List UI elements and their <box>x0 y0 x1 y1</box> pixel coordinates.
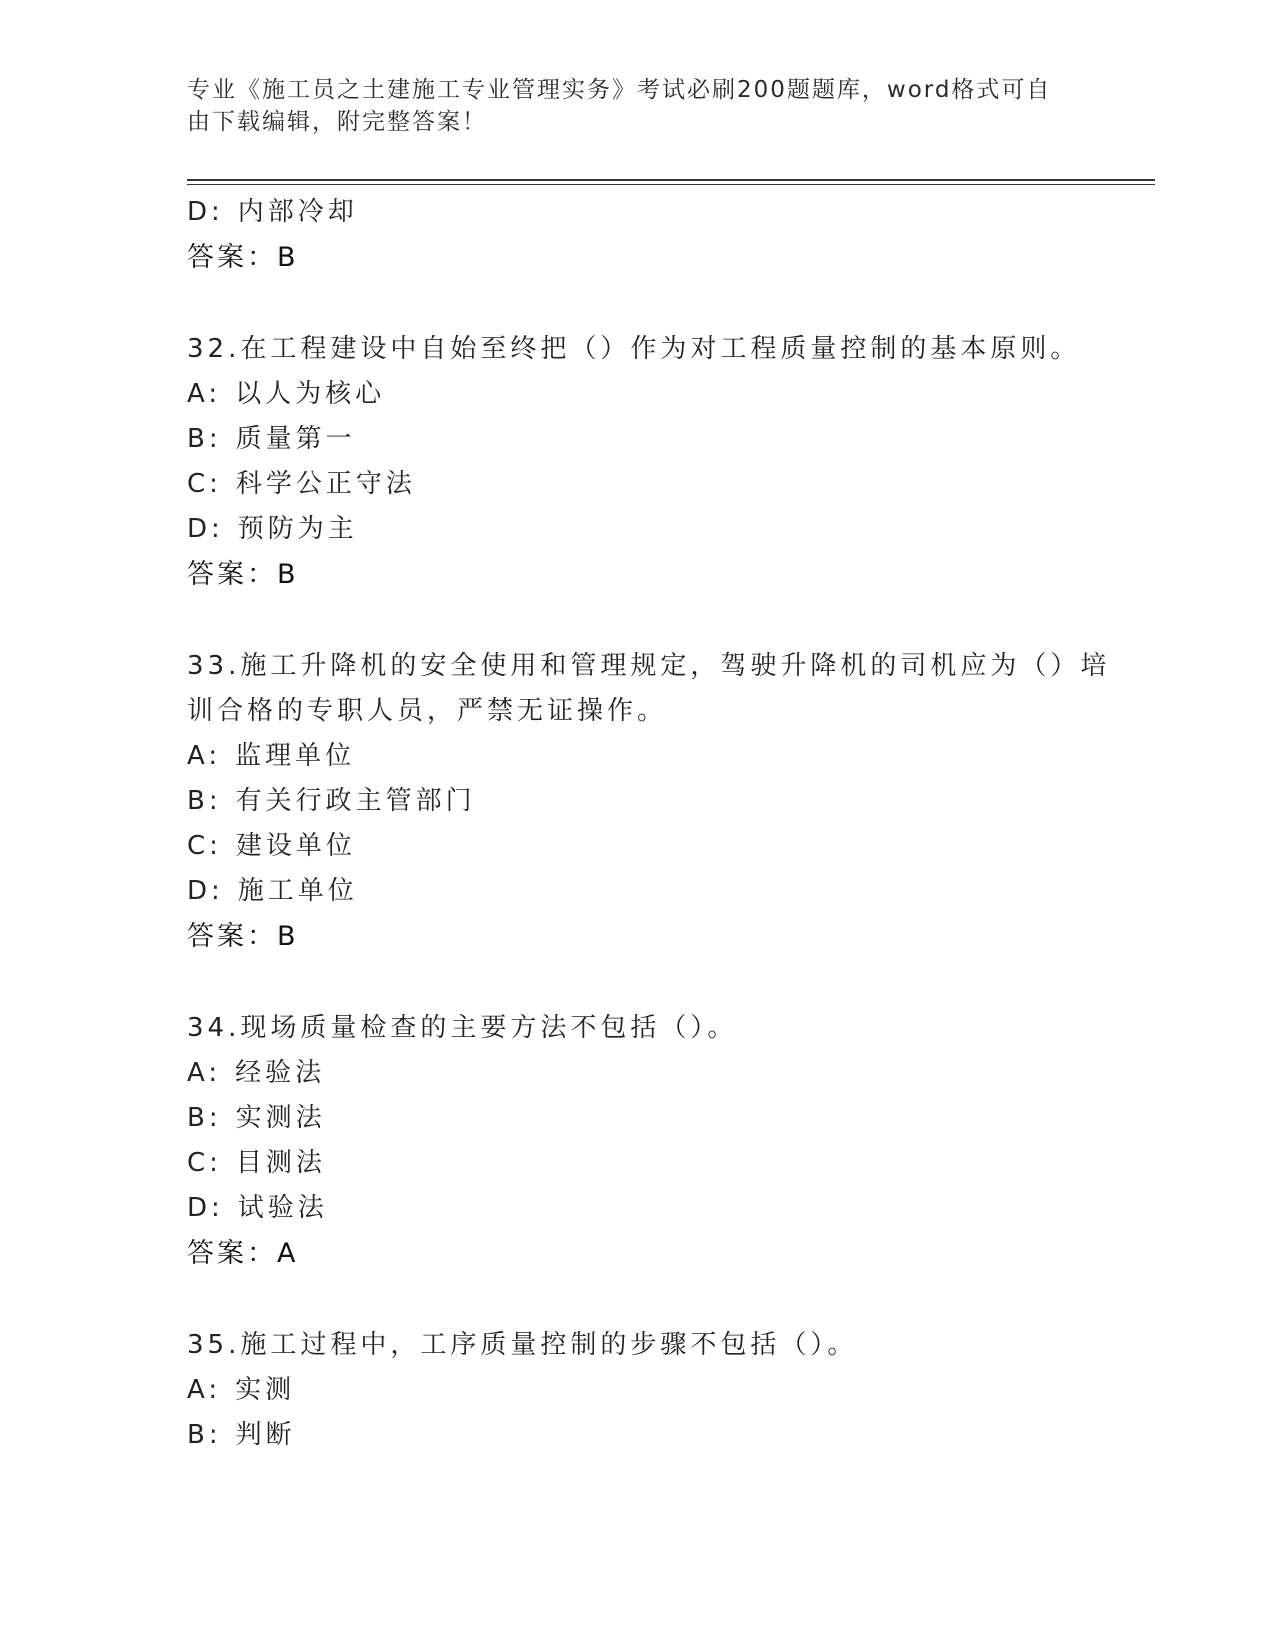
option-d <box>187 869 1087 914</box>
question-stem: 32.在工程建设中自始至终把（）作为对工程质量控制的基本原则。 <box>187 334 1081 364</box>
option-letter: D: <box>187 1193 224 1223</box>
option-text: 内部冷却 <box>237 197 358 227</box>
question-32 <box>187 327 1087 597</box>
answer-line: 答案：B <box>187 559 299 590</box>
option-text: 实测法 <box>235 1103 326 1133</box>
header-divider-thick <box>187 179 1155 181</box>
option-letter: A: <box>187 1375 222 1405</box>
option-a <box>187 372 1087 417</box>
option-b <box>187 1096 1087 1141</box>
question-33 <box>187 644 1111 959</box>
option-b <box>187 779 1087 824</box>
question-34 <box>187 1006 1087 1276</box>
option-c <box>187 462 1087 507</box>
option-text: 实测 <box>235 1375 296 1405</box>
option-c <box>187 824 1087 869</box>
option-letter: A: <box>187 379 222 409</box>
option-text: 预防为主 <box>237 514 358 544</box>
option-text: 监理单位 <box>235 741 356 771</box>
option-text: 有关行政主管部门 <box>235 786 476 816</box>
option-text: 以人为核心 <box>235 379 386 409</box>
answer-line: 答案：A <box>187 1238 299 1269</box>
option-letter: A: <box>187 1058 222 1088</box>
option-a <box>187 1051 1087 1096</box>
question-stem: 34.现场质量检查的主要方法不包括（）。 <box>187 1013 738 1043</box>
option-text: 目测法 <box>235 1148 326 1178</box>
option-b <box>187 417 1087 462</box>
option-text: 建设单位 <box>235 831 356 861</box>
option-d <box>187 190 1087 235</box>
answer-line: 答案：B <box>187 242 299 273</box>
question-35 <box>187 1323 1087 1458</box>
option-letter: D: <box>187 514 224 544</box>
option-letter: C: <box>187 831 222 861</box>
previous-question-tail <box>187 190 1087 280</box>
option-a <box>187 734 1087 779</box>
option-text: 施工单位 <box>237 876 358 906</box>
question-stem-line-2: 训合格的专职人员，严禁无证操作。 <box>187 696 668 726</box>
answer-line: 答案：B <box>187 921 299 952</box>
option-letter: B: <box>187 1420 222 1450</box>
header-divider-thin <box>187 184 1155 185</box>
option-text: 经验法 <box>235 1058 326 1088</box>
option-letter: D: <box>187 197 224 227</box>
option-letter: C: <box>187 469 222 499</box>
option-letter: D: <box>187 876 224 906</box>
option-a <box>187 1368 1087 1413</box>
option-letter: B: <box>187 1103 222 1133</box>
option-text: 判断 <box>235 1420 296 1450</box>
option-d <box>187 507 1087 552</box>
option-text: 科学公正守法 <box>235 469 416 499</box>
option-c <box>187 1141 1087 1186</box>
option-letter: B: <box>187 424 222 454</box>
question-stem: 35.施工过程中，工序质量控制的步骤不包括（）。 <box>187 1330 858 1360</box>
document-title: 专业《施工员之土建施工专业管理实务》考试必刷200题题库，word格式可自由下载编辑，附完整答案！ <box>187 77 1052 135</box>
question-stem-line-1: 33.施工升降机的安全使用和管理规定，驾驶升降机的司机应为（）培 <box>187 651 1111 681</box>
option-d <box>187 1186 1087 1231</box>
option-letter: C: <box>187 1148 222 1178</box>
document-header <box>187 74 1067 138</box>
option-letter: B: <box>187 786 222 816</box>
question-list <box>187 190 1111 1458</box>
option-b <box>187 1413 1087 1458</box>
option-letter: A: <box>187 741 222 771</box>
option-text: 质量第一 <box>235 424 356 454</box>
option-text: 试验法 <box>237 1193 328 1223</box>
